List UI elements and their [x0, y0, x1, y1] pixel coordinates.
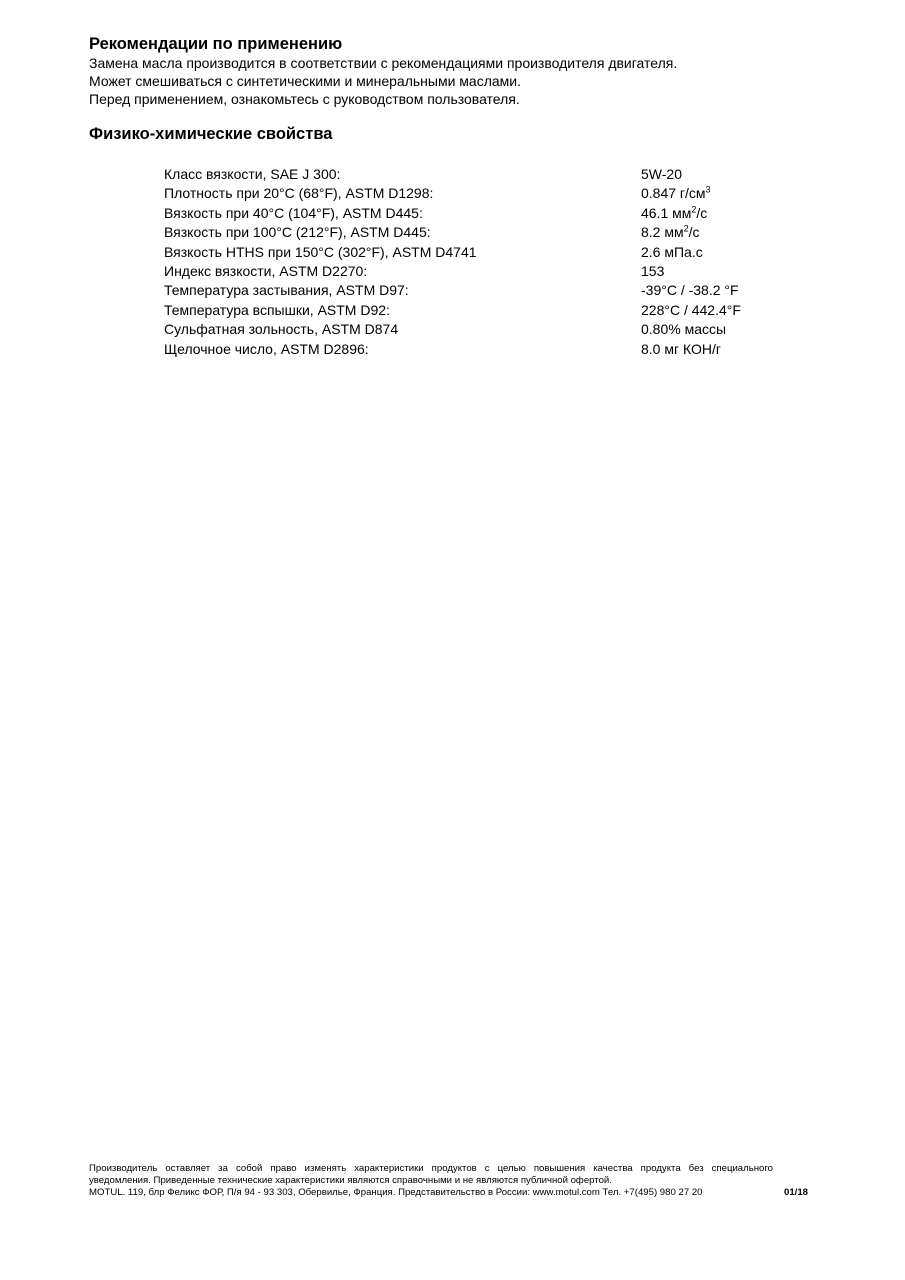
table-row — [164, 262, 784, 281]
table-row — [164, 243, 784, 262]
property-label: Температура вспышки, ASTM D92: — [164, 301, 390, 318]
property-value: 153 — [641, 263, 665, 280]
page-code: 01/18 — [784, 1187, 809, 1198]
property-label: Вязкость HTHS при 150°С (302°F), ASTM D4741 — [164, 243, 477, 260]
table-row — [164, 340, 784, 359]
recommendation-line: Замена масла производится в соответствии с рекомендациями производителя двигателя. — [89, 55, 678, 71]
table-row — [164, 184, 784, 203]
property-value: -39°С / -38.2 °F — [641, 282, 739, 299]
property-value: 0.80% массы — [641, 321, 727, 338]
property-value: 46.1 $мм^2/с$ — [641, 204, 708, 221]
page-footer — [89, 1163, 809, 1199]
table-row — [164, 281, 784, 300]
properties-table — [164, 165, 784, 359]
table-row — [164, 204, 784, 223]
table-row — [164, 165, 784, 184]
property-value: 228°С / 442.4°F — [641, 301, 741, 318]
footer-disclaimer: уведомления. Приведенные технические характеристики являются справочными и не являются публичной офертой. — [89, 1175, 612, 1186]
property-value: 5W-20 — [641, 166, 682, 182]
property-label: Вязкость при 100°С (212°F), ASTM D445: — [164, 224, 431, 241]
property-label: Вязкость при 40°С (104°F), ASTM D445: — [164, 204, 423, 221]
property-value: 8.0 мг КОН/г — [641, 340, 721, 357]
recommendation-line: Может смешиваться с синтетическими и минеральными маслами. — [89, 73, 521, 89]
property-label: Щелочное число, ASTM D2896: — [164, 340, 369, 357]
properties-title: Физико-химические свойства — [89, 125, 333, 143]
property-value: 0.847 $г/см^3$ — [641, 184, 711, 202]
property-value: 8.2 $мм^2/с$ — [641, 223, 700, 241]
footer-contact: MOTUL. 119, блр Феликс ФОР, П/я 94 - 93 303, Обервилье, Франция. Представительство в России: www.motul.com Тел. +7(495) 980 27 20 — [89, 1187, 703, 1198]
footer-contact-row — [89, 1187, 809, 1199]
recommendations-title: Рекомендации по применению — [89, 35, 343, 53]
footer-disclaimer: Производитель оставляет за собой право изменять характеристики продуктов с целью повышения качества продукта без специального — [89, 1163, 773, 1174]
table-row — [164, 320, 784, 339]
property-label: Класс вязкости, SAE J 300: — [164, 166, 341, 182]
table-row — [164, 301, 784, 320]
property-label: Температура застывания, ASTM D97: — [164, 282, 409, 299]
recommendation-line: Перед применением, ознакомьтесь с руководством пользователя. — [89, 91, 520, 107]
property-label: Индекс вязкости, ASTM D2270: — [164, 263, 368, 280]
table-row — [164, 223, 784, 242]
recommendations-text — [89, 54, 677, 108]
property-label: Сульфатная зольность, ASTM D874 — [164, 321, 399, 338]
property-label: Плотность при 20°С (68°F), ASTM D1298: — [164, 185, 434, 202]
property-value: 2.6 мПа.с — [641, 243, 703, 260]
